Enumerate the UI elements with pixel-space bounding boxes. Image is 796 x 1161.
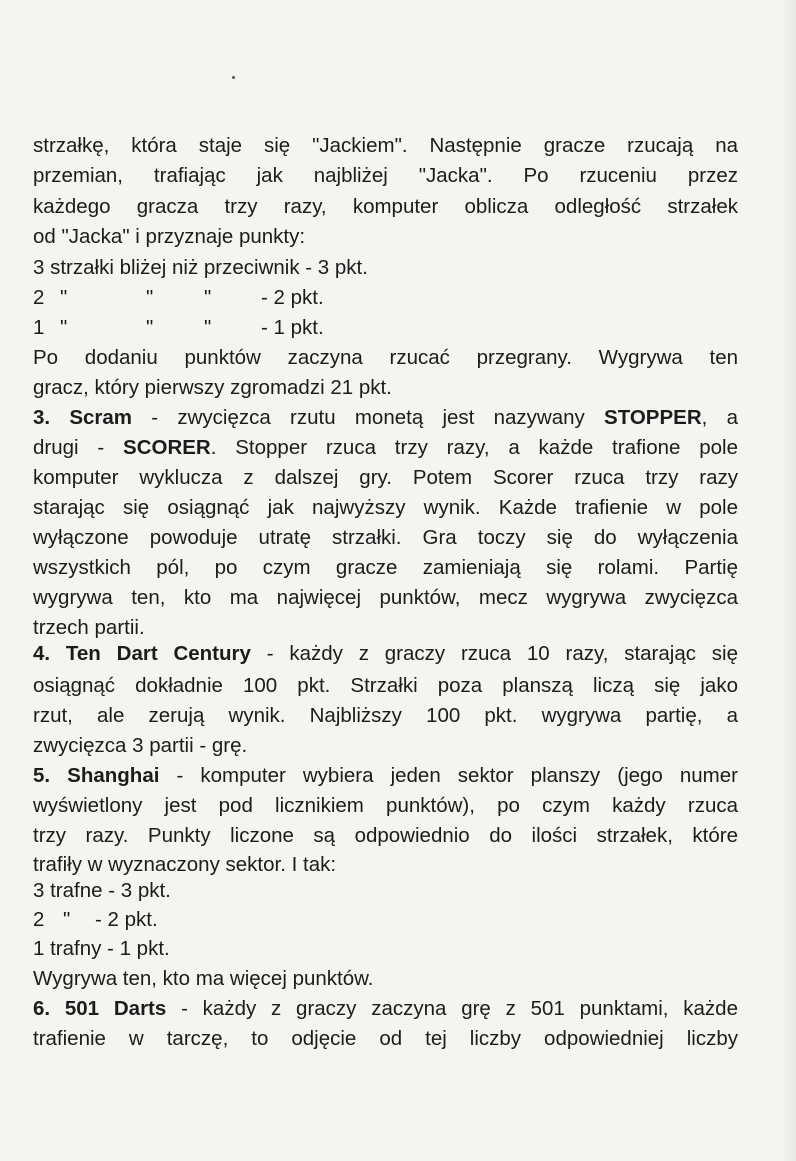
ditto-mark: " bbox=[204, 286, 212, 309]
text-line: 6. 501 Darts - każdy z graczy zaczyna grę z 501 punktami, każde bbox=[33, 997, 738, 1020]
text-line: 1 trafny - 1 pkt. bbox=[33, 937, 170, 960]
score-points: - 2 pkt. bbox=[95, 908, 158, 931]
ditto-mark: " bbox=[63, 908, 71, 931]
scan-speck bbox=[232, 76, 235, 79]
text-line: trafiły w wyznaczony sektor. I tak: bbox=[33, 853, 337, 876]
text-line: 5. Shanghai - komputer wybiera jeden sektor planszy (jego numer bbox=[33, 764, 738, 787]
text-line: trzy razy. Punkty liczone są odpowiednio do ilości strzałek, które bbox=[33, 824, 738, 847]
ditto-mark: " bbox=[204, 316, 212, 339]
score-row-2 bbox=[33, 283, 738, 313]
section-heading-ten-dart-century: 4. Ten Dart Century bbox=[33, 642, 251, 665]
score-count: 2 bbox=[33, 908, 45, 931]
score-count: 2 bbox=[33, 286, 45, 309]
text-line: wszystkich pól, po czym gracze zamieniają się rolami. Partię bbox=[33, 556, 738, 579]
text-line: osiągnąć dokładnie 100 pkt. Strzałki poza planszą liczą się jako bbox=[33, 674, 738, 697]
text-line: drugi - SCORER. Stopper rzuca trzy razy, a każde trafione pole bbox=[33, 436, 738, 459]
section-heading-scram: 3. Scram bbox=[33, 406, 133, 429]
text-line: gracz, który pierwszy zgromadzi 21 pkt. bbox=[33, 376, 392, 399]
ditto-mark: " bbox=[146, 316, 154, 339]
text-line: starając się osiągnąć jak najwyższy wynik. Każde trafienie w pole bbox=[33, 496, 738, 519]
text-line: wyświetlony jest pod licznikiem punktów), po czym każdy rzuca bbox=[33, 794, 738, 817]
text-line: Wygrywa ten, kto ma więcej punktów. bbox=[33, 967, 374, 990]
ditto-mark: " bbox=[60, 286, 68, 309]
section-heading-501-darts: 6. 501 Darts bbox=[33, 997, 167, 1020]
text-line: przemian, trafiając jak najbliżej "Jacka". Po rzuceniu przez bbox=[33, 164, 738, 187]
text-line: zwycięzca 3 partii - grę. bbox=[33, 734, 248, 757]
text-line: od "Jacka" i przyznaje punkty: bbox=[33, 225, 306, 248]
text-line: strzałkę, która staje się "Jackiem". Następnie gracze rzucają na bbox=[33, 134, 738, 157]
text-line: wyłączone powoduje utratę strzałki. Gra toczy się do wyłączenia bbox=[33, 526, 738, 549]
text-line: trafienie w tarczę, to odjęcie od tej liczby odpowiedniej liczby bbox=[33, 1027, 738, 1050]
role-scorer: SCORER bbox=[123, 436, 211, 459]
text-line: komputer wyklucza z dalszej gry. Potem Scorer rzuca trzy razy bbox=[33, 466, 738, 489]
text-line: 3 trafne - 3 pkt. bbox=[33, 879, 171, 902]
text-line: wygrywa ten, kto ma najwięcej punktów, mecz wygrywa zwycięzca bbox=[33, 586, 738, 609]
text-line: rzut, ale zerują wynik. Najbliższy 100 pkt. wygrywa partię, a bbox=[33, 704, 738, 727]
score-points: - 2 pkt. bbox=[261, 286, 324, 309]
section-heading-shanghai: 5. Shanghai bbox=[33, 764, 160, 787]
text-line: 4. Ten Dart Century - każdy z graczy rzuca 10 razy, starając się bbox=[33, 642, 738, 665]
shanghai-row-2 bbox=[33, 905, 738, 935]
text-line: 3 strzałki bliżej niż przeciwnik - 3 pkt. bbox=[33, 256, 368, 279]
score-row-1 bbox=[33, 313, 738, 343]
text-line: 3. Scram - zwycięzca rzutu monetą jest nazywany STOPPER, a bbox=[33, 406, 738, 429]
score-points: - 1 pkt. bbox=[261, 316, 324, 339]
text-line: każdego gracza trzy razy, komputer oblicza odległość strzałek bbox=[33, 195, 738, 218]
ditto-mark: " bbox=[146, 286, 154, 309]
text-line: Po dodaniu punktów zaczyna rzucać przegrany. Wygrywa ten bbox=[33, 346, 738, 369]
score-count: 1 bbox=[33, 316, 45, 339]
text-line: trzech partii. bbox=[33, 616, 145, 639]
page-edge-shadow bbox=[782, 0, 796, 1161]
ditto-mark: " bbox=[60, 316, 68, 339]
role-stopper: STOPPER bbox=[604, 406, 702, 429]
